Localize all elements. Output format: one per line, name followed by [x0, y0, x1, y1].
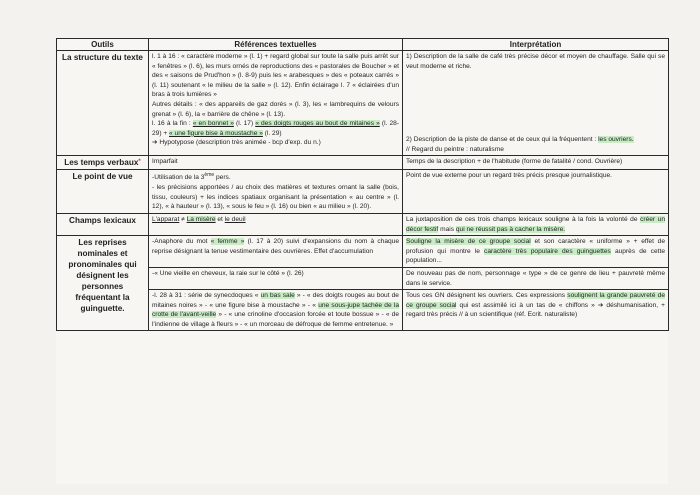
ref-cell: -« Une vieille en cheveux, la raie sur le côté » (l. 26) [149, 267, 403, 289]
interp-fragment: Tous ces GN désignent les ouvriers. Ces expressions [406, 292, 568, 300]
highlight: soulignent la grande pauvreté de ce groupe social [406, 292, 665, 309]
table-row [57, 170, 669, 214]
interp-fragment: et son caractère « uniforme » + effet de profusion qui montre le [406, 238, 665, 255]
highlight: Souligne la misère de ce groupe social [406, 238, 531, 246]
highlight: « des doigts rouges au bout de mitaines » [255, 120, 380, 128]
highlight: caractère très populaire des guinguettes [484, 247, 611, 255]
table-row [57, 290, 669, 331]
highlight: un bas sale [260, 292, 295, 300]
ref-text: - les précisions apportées / au choix des matières et textures ornant la salle (bois, tissu, couleurs) + les indices spatiaux organisant la présentation « au centre » (l. 12), « à hauteur » (l. 13), « sous le feu » (l. 16) ou bien « au milieu » (l. 20). [152, 184, 399, 211]
ref-fragment: -Utilisation de la 3 [152, 174, 205, 182]
tool-cell: Champs lexicaux [57, 213, 149, 235]
ref-text: Autres détails : « des appareils de gaz dorés » (l. 3), les « lambrequins de velours grenat » (l. 6), la « barrière de chêne » (l. 13). [152, 100, 399, 118]
ref-fragment: (l. 29) [262, 129, 282, 137]
highlight: « en bonnet » [192, 120, 234, 128]
tool-cell [57, 156, 149, 170]
highlight: une sous-jupe tachée de la crotte de l'avant-veille [152, 301, 399, 319]
ref-cell [149, 290, 403, 331]
ref-text: l. 1 à 16 : « caractère moderne » (l. 1) + regard global sur toute la salle puis arrêt sur « fenêtres » (l. 6), les murs ornés de reproductions des « pastorales de Boucher » et des « saisons de Prud'hon » (l. 8-9) puis les « arabesques » des « poteaux carrés » (l. 11) soutenant « le milieu de la salle » (l. 12). Enfin éclairage l. 7 « éclairées d'un bras à trois lumières » [152, 53, 399, 99]
interp-cell: Point de vue externe pour un regard très précis presque journalistique. [403, 170, 669, 214]
interp-fragment: auprès de cette population... [406, 247, 665, 265]
highlight: les ouvriers. [598, 136, 634, 144]
interp-fragment: mais [438, 225, 456, 233]
header-refs: Références textuelles [149, 39, 403, 51]
tool-cell: Le point de vue [57, 170, 149, 214]
interp-cell: De nouveau pas de nom, personnage « type » de ce genre de lieu + pauvreté même dans le service. [403, 267, 669, 289]
interp-cell [403, 51, 669, 156]
header-tools: Outils [57, 39, 149, 51]
header-row [57, 39, 669, 51]
tool-label: Les temps verbaux [64, 158, 139, 168]
interp-cell: Temps de la description + de l'habitude (forme de fatalité / cond. Ouvrière) [403, 156, 669, 170]
ref-text [152, 119, 399, 138]
ref-cell [149, 51, 403, 156]
ref-fragment: » - « une crinoline d'occasion forcée et toute bossue » - « de l'indienne de village à fleurs » - « un morceau de défroque de femme entretenue. » [152, 311, 399, 328]
lexical-field: La misère [186, 215, 216, 223]
table-row [57, 236, 669, 268]
interp-fragment: La juxtaposition de ces trois champs lexicaux souligne à la fois la volonté de [406, 215, 641, 223]
highlight: « femme » [210, 238, 245, 246]
ref-fragment: pers. [214, 174, 231, 182]
interp-text: 1) Description de la salle de café très précise décor et moyen de chauffage. Salle qui se veut moderne et riche. [406, 53, 665, 70]
ref-fragment: -l. 28 à 31 : série de synecdoques « [152, 292, 261, 300]
ref-cell [149, 213, 403, 235]
ref-fragment: » - « des doigts rouges au bout de mitaines noires » - « une figure bise à moustache » - « [152, 292, 399, 309]
header-interp: Interprétation [403, 39, 669, 51]
ref-fragment: (l. 17 à 20) suivi d'expansions du nom à chaque reprise désignant la tenue vestimentaire des ouvrières. Effet d'accumulation [152, 238, 399, 255]
lexical-field: L'apparat [152, 215, 180, 223]
ref-text [152, 171, 399, 183]
ref-fragment: (l. 28-29) + [152, 120, 399, 137]
document-page [56, 38, 668, 484]
ref-fragment: (l. 17) [233, 120, 256, 128]
ref-fragment: ≠ [179, 215, 187, 223]
ref-fragment: et [215, 215, 225, 223]
table-row [57, 213, 669, 235]
superscript: ème [204, 172, 215, 179]
ref-cell [149, 236, 403, 268]
highlight: qui ne réussit pas à cacher la misère. [455, 225, 566, 233]
tool-cell: Les reprises nominales et pronominales qui désignent les personnes fréquentant la guinguette. [57, 236, 149, 331]
analysis-table [56, 38, 669, 331]
ref-cell [149, 170, 403, 214]
interp-fragment: qui est assimilé ici à un tas de « chiffons » ➔ déshumanisation, + regard très précis // à un scientifique (réf. Ecrit. naturaliste) [406, 301, 665, 319]
ref-fragment: -Anaphore du mot [152, 238, 211, 246]
interp-cell [403, 236, 669, 268]
interp-text: // Regard du peintre : naturalisme [406, 145, 504, 153]
table-row [57, 267, 669, 289]
interp-cell [403, 290, 669, 331]
interp-cell [403, 213, 669, 235]
table-row [57, 51, 669, 156]
ref-fragment: l. 16 à la fin : [152, 120, 193, 128]
highlight: créer un décor festif [406, 215, 665, 233]
ref-cell: Imparfait [149, 156, 403, 170]
ref-text: ➔ Hypotypose (description très animée - bcp d'exp. du n.) [152, 139, 321, 147]
interp-fragment: 2) Description de la piste de danse et de ceux qui la fréquentent : [406, 136, 599, 144]
tool-cell: La structure du texte [57, 51, 149, 156]
highlight: « une figure bise à moustache » [169, 129, 263, 137]
annotation-mark: * [138, 159, 141, 166]
interp-text [406, 135, 665, 145]
lexical-field: le deuil [224, 215, 246, 223]
table-row [57, 156, 669, 170]
